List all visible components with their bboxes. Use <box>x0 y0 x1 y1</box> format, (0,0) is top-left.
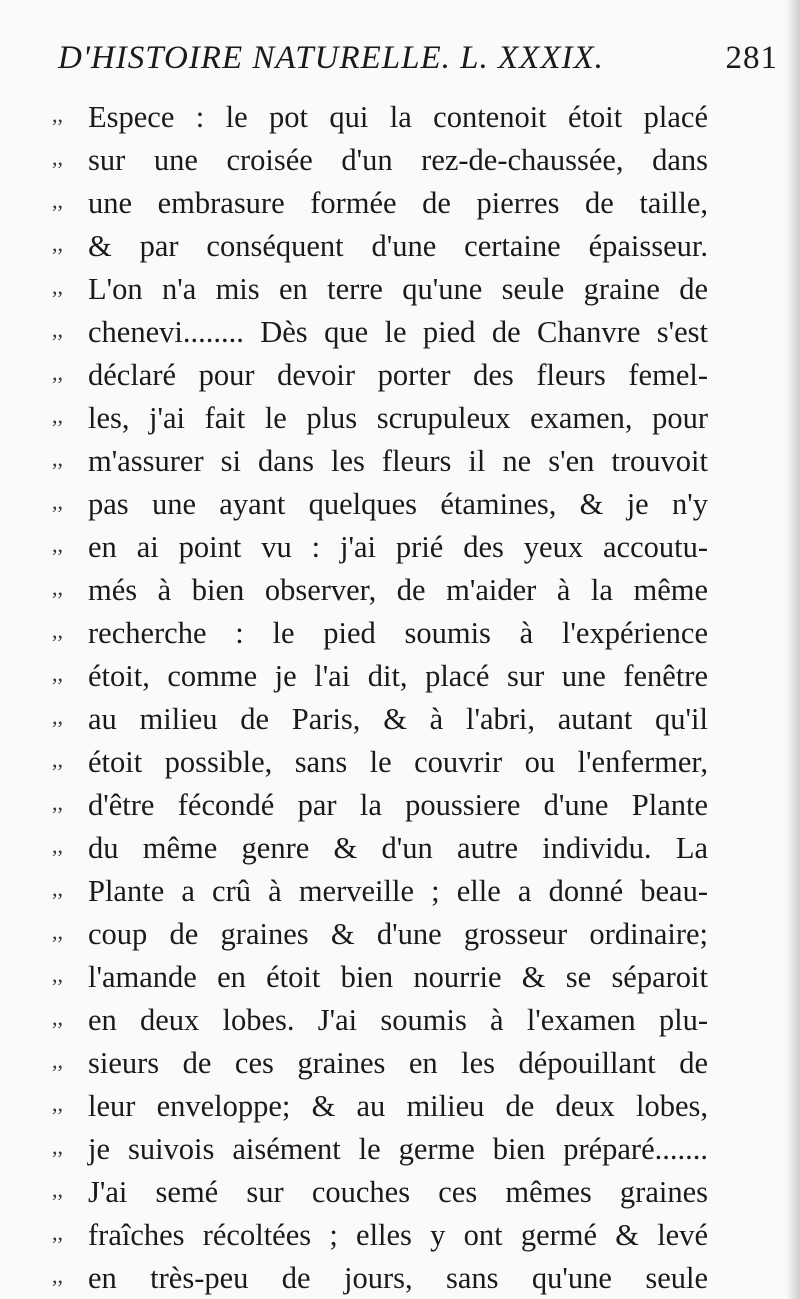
quotation-mark: ,, <box>52 747 63 772</box>
line-text: fraîches récoltées ; elles y ont germé & levé <box>88 1218 708 1252</box>
line-text: les, j'ai fait le plus scrupuleux examen, pour <box>88 401 708 435</box>
quotation-mark: ,, <box>52 102 63 127</box>
text-line <box>0 612 800 655</box>
quotation-mark: ,, <box>52 446 63 471</box>
quotation-mark: ,, <box>52 188 63 213</box>
line-text: en deux lobes. J'ai soumis à l'examen plu- <box>88 1003 708 1037</box>
quotation-mark: ,, <box>52 1220 63 1245</box>
text-line <box>0 1257 800 1299</box>
text-line <box>0 870 800 913</box>
quotation-mark: ,, <box>52 274 63 299</box>
quotation-mark: ,, <box>52 661 63 686</box>
quotation-mark: ,, <box>52 618 63 643</box>
quotation-mark: ,, <box>52 704 63 729</box>
quotation-mark: ,, <box>52 833 63 858</box>
line-text: J'ai semé sur couches ces mêmes graines <box>88 1175 708 1209</box>
line-text: Espece : le pot qui la contenoit étoit placé <box>88 100 708 134</box>
page-number: 281 <box>725 40 778 76</box>
line-text: pas une ayant quelques étamines, & je n'y <box>88 487 708 521</box>
text-line <box>0 999 800 1042</box>
quotation-mark: ,, <box>52 962 63 987</box>
line-text: recherche : le pied soumis à l'expérience <box>88 616 708 650</box>
text-line <box>0 1042 800 1085</box>
text-line <box>0 526 800 569</box>
text-line <box>0 956 800 999</box>
quotation-mark: ,, <box>52 231 63 256</box>
line-text: étoit, comme je l'ai dit, placé sur une fenêtre <box>88 659 708 693</box>
text-line <box>0 1214 800 1257</box>
line-text: étoit possible, sans le couvrir ou l'enfermer, <box>88 745 708 779</box>
text-line <box>0 182 800 225</box>
quotation-mark: ,, <box>52 360 63 385</box>
quotation-mark: ,, <box>52 1091 63 1116</box>
line-text: més à bien observer, de m'aider à la même <box>88 573 708 607</box>
text-line <box>0 784 800 827</box>
line-text: déclaré pour devoir porter des fleurs femel- <box>88 358 708 392</box>
text-line <box>0 827 800 870</box>
text-line <box>0 913 800 956</box>
text-line <box>0 311 800 354</box>
quotation-mark: ,, <box>52 532 63 557</box>
line-text: en ai point vu : j'ai prié des yeux accoutu- <box>88 530 708 564</box>
line-text: leur enveloppe; & au milieu de deux lobes, <box>88 1089 708 1123</box>
line-text: en très-peu de jours, sans qu'une seule <box>88 1261 708 1295</box>
line-text: chenevi........ Dès que le pied de Chanvre s'est <box>88 315 708 349</box>
text-line <box>0 741 800 784</box>
line-text: d'être fécondé par la poussiere d'une Plante <box>88 788 708 822</box>
line-text: m'assurer si dans les fleurs il ne s'en trouvoit <box>88 444 708 478</box>
quotation-mark: ,, <box>52 1005 63 1030</box>
body-text <box>0 96 800 1299</box>
text-line <box>0 225 800 268</box>
line-text: au milieu de Paris, & à l'abri, autant qu'il <box>88 702 708 736</box>
text-line <box>0 139 800 182</box>
text-line <box>0 354 800 397</box>
line-text: l'amande en étoit bien nourrie & se séparoit <box>88 960 708 994</box>
quotation-mark: ,, <box>52 1263 63 1288</box>
line-text: une embrasure formée de pierres de taille, <box>88 186 708 220</box>
text-line <box>0 268 800 311</box>
quotation-mark: ,, <box>52 1134 63 1159</box>
text-line <box>0 655 800 698</box>
quotation-mark: ,, <box>52 317 63 342</box>
quotation-mark: ,, <box>52 876 63 901</box>
line-text: Plante a crû à merveille ; elle a donné beau- <box>88 874 708 908</box>
text-line <box>0 483 800 526</box>
text-line <box>0 1085 800 1128</box>
quotation-mark: ,, <box>52 790 63 815</box>
quotation-mark: ,, <box>52 145 63 170</box>
quotation-mark: ,, <box>52 1177 63 1202</box>
line-text: L'on n'a mis en terre qu'une seule graine de <box>88 272 708 306</box>
text-line <box>0 1171 800 1214</box>
quotation-mark: ,, <box>52 489 63 514</box>
line-text: je suivois aisément le germe bien préparé....... <box>88 1132 708 1166</box>
line-text: du même genre & d'un autre individu. La <box>88 831 708 865</box>
text-line <box>0 569 800 612</box>
line-text: coup de graines & d'une grosseur ordinaire; <box>88 917 708 951</box>
line-text: sur une croisée d'un rez-de-chaussée, dans <box>88 143 708 177</box>
running-title: D'HISTOIRE NATURELLE. L. XXXIX. <box>58 40 604 76</box>
line-text: & par conséquent d'une certaine épaisseur. <box>88 229 708 263</box>
quotation-mark: ,, <box>52 403 63 428</box>
quotation-mark: ,, <box>52 919 63 944</box>
text-line <box>0 440 800 483</box>
quotation-mark: ,, <box>52 1048 63 1073</box>
text-line <box>0 397 800 440</box>
text-line <box>0 96 800 139</box>
text-line <box>0 1128 800 1171</box>
line-text: sieurs de ces graines en les dépouillant de <box>88 1046 708 1080</box>
page-header <box>58 40 778 90</box>
quotation-mark: ,, <box>52 575 63 600</box>
text-line <box>0 698 800 741</box>
